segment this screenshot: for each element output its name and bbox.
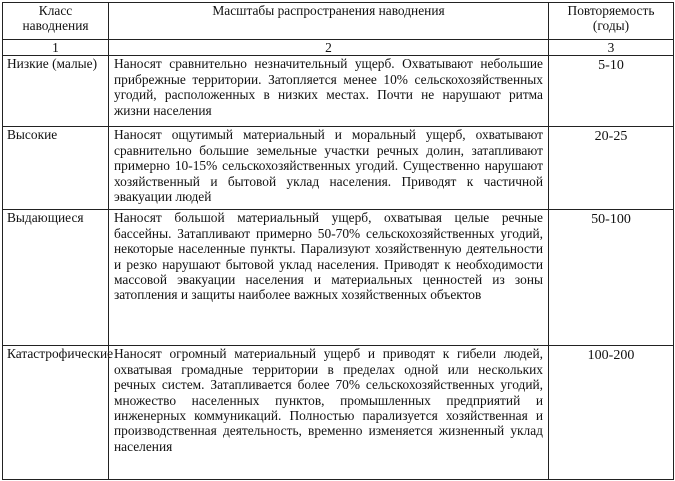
flood-repeat: 20-25	[549, 127, 674, 210]
flood-class: Высокие	[3, 127, 109, 210]
flood-description: Наносят большой материальный ущерб, охватывая целые речные бассейны. Затапливают примерно 50-70% сельскохозяйственных угодий, некоторые населенные пункты. Парализуют хозяйственную деятельности и резко нарушают бытовой уклад населения. Приводят к необходимости массовой эвакуации населения и материальных ценностей из зоны затопления и защиты наиболее важных хозяйственных объектов	[109, 210, 549, 346]
table-row	[3, 210, 674, 346]
column-number: 3	[549, 40, 674, 56]
header-scale: Масштабы распространения наводнения	[109, 3, 549, 40]
flood-description: Наносят огромный материальный ущерб и приводят к гибели людей, охватывая громадные территории в пределах одной или нескольких речных систем. Затапливается более 70% сельскохозяйственных угодий, множество населенных пунктов, промышленных предприятий и инженерных коммуникаций. Полностью парализуется хозяйственная и производственная деятельность, временно изменяется жизненный уклад населения	[109, 346, 549, 480]
column-number-row	[3, 40, 674, 56]
flood-repeat: 50-100	[549, 210, 674, 346]
table-row	[3, 127, 674, 210]
header-class: Класс наводнения	[3, 3, 109, 40]
table-row	[3, 346, 674, 480]
column-number: 1	[3, 40, 109, 56]
flood-repeat: 5-10	[549, 56, 674, 127]
header-row	[3, 3, 674, 40]
header-repeat: Повторяемость (годы)	[549, 3, 674, 40]
flood-description: Наносят сравнительно незначительный ущерб. Охватывают небольшие прибрежные территории. Затопляется менее 10% сельскохозяйственных угодий, расположенных в низких местах. Почти не нарушают ритма жизни населения	[109, 56, 549, 127]
column-number: 2	[109, 40, 549, 56]
flood-class: Выдающиеся	[3, 210, 109, 346]
flood-description: Наносят ощутимый материальный и моральный ущерб, охватывают сравнительно большие земельные участки речных долин, затапливают примерно 10-15% сельскохозяйственных угодий. Существенно нарушают хозяйственный и бытовой уклад населения. Приводят к частичной эвакуации людей	[109, 127, 549, 210]
flood-class: Катастрофические	[3, 346, 109, 480]
table-row	[3, 56, 674, 127]
flood-class: Низкие (малые)	[3, 56, 109, 127]
flood-classification-table	[2, 2, 674, 480]
flood-repeat: 100-200	[549, 346, 674, 480]
